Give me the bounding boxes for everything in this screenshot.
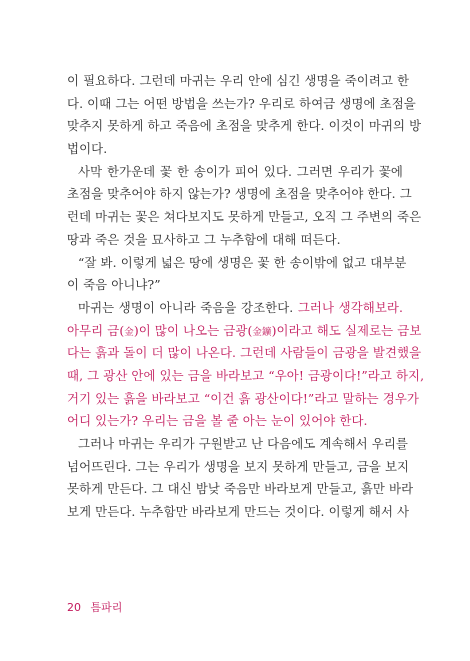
highlighted-phrase: 그러나 생각해보라. (297, 299, 403, 315)
highlighted-line: 다는 흙과 돌이 더 많이 나온다. 그런데 사람들이 금광을 발견했을 (67, 345, 422, 361)
text-line: 초점을 맞추어야 하지 않는가? 생명에 초점을 맞추어야 한다. 그 (67, 186, 412, 202)
text-segment: 아무리 금( (67, 322, 125, 338)
page-footer (67, 599, 122, 615)
text-segment: )이라고 해도 실제로는 금보 (271, 322, 422, 338)
page-number: 20 (67, 601, 81, 614)
text-segment: )이 많이 나오는 금광( (133, 322, 253, 338)
body-text (67, 70, 425, 524)
running-title: 틈파리 (90, 601, 123, 614)
text-line: 맞추지 못하게 하고 죽음에 초점을 맞추게 한다. 이것이 마귀의 방 (67, 118, 422, 134)
text-line: 이 필요하다. 그런데 마귀는 우리 안에 심긴 생명을 죽이려고 한 (67, 73, 410, 88)
quote-line: “잘 봐. 이렇게 넓은 땅에 생명은 꽃 한 송이밖에 없고 대부분 (78, 254, 407, 270)
highlighted-line (67, 320, 422, 343)
text-line: 법이다. (67, 141, 108, 157)
highlighted-line: 거기 있는 흙을 바라보고 “이건 흙 광산이다!”라고 말하는 경우가 (67, 390, 419, 406)
text-line: 보게 만든다. 누추함만 바라보게 만드는 것이다. 이렇게 해서 사 (67, 504, 410, 520)
hanja-text: 金鑛 (252, 326, 272, 338)
text-line: 땅과 죽은 것을 묘사하고 그 누추함에 대해 떠든다. (67, 231, 341, 247)
text-line: 마귀는 생명이 아니라 죽음을 강조한다. 그러나 생각해보라. (78, 299, 403, 315)
highlighted-line: 어디 있는가? 우리는 금을 볼 줄 아는 눈이 있어야 한다. (67, 413, 368, 429)
text-line: 사막 한가운데 꽃 한 송이가 피어 있다. 그러면 우리가 꽃에 (78, 163, 403, 179)
highlighted-line: 때, 그 광산 안에 있는 금을 바라보고 “우아! 금광이다!”라고 하지, (67, 367, 425, 383)
quote-line: 이 죽음 아니냐?” (67, 277, 161, 293)
text-line: 런데 마귀는 꽃은 쳐다보지도 못하게 만들고, 오직 그 주변의 죽은 (67, 209, 422, 225)
text-line: 넘어뜨린다. 그는 우리가 생명을 보지 못하게 만들고, 금을 보지 (67, 458, 410, 474)
text-line: 못하게 만든다. 그 대신 밤낮 죽음만 바라보게 만들고, 흙만 바라 (67, 481, 414, 497)
hanja-text: 金 (124, 326, 134, 338)
text-line: 다. 이때 그는 어떤 방법을 쓰는가? 우리로 하여금 생명에 초점을 (67, 95, 416, 111)
text-line: 그러나 마귀는 우리가 구원받고 난 다음에도 계속해서 우리를 (78, 436, 409, 451)
